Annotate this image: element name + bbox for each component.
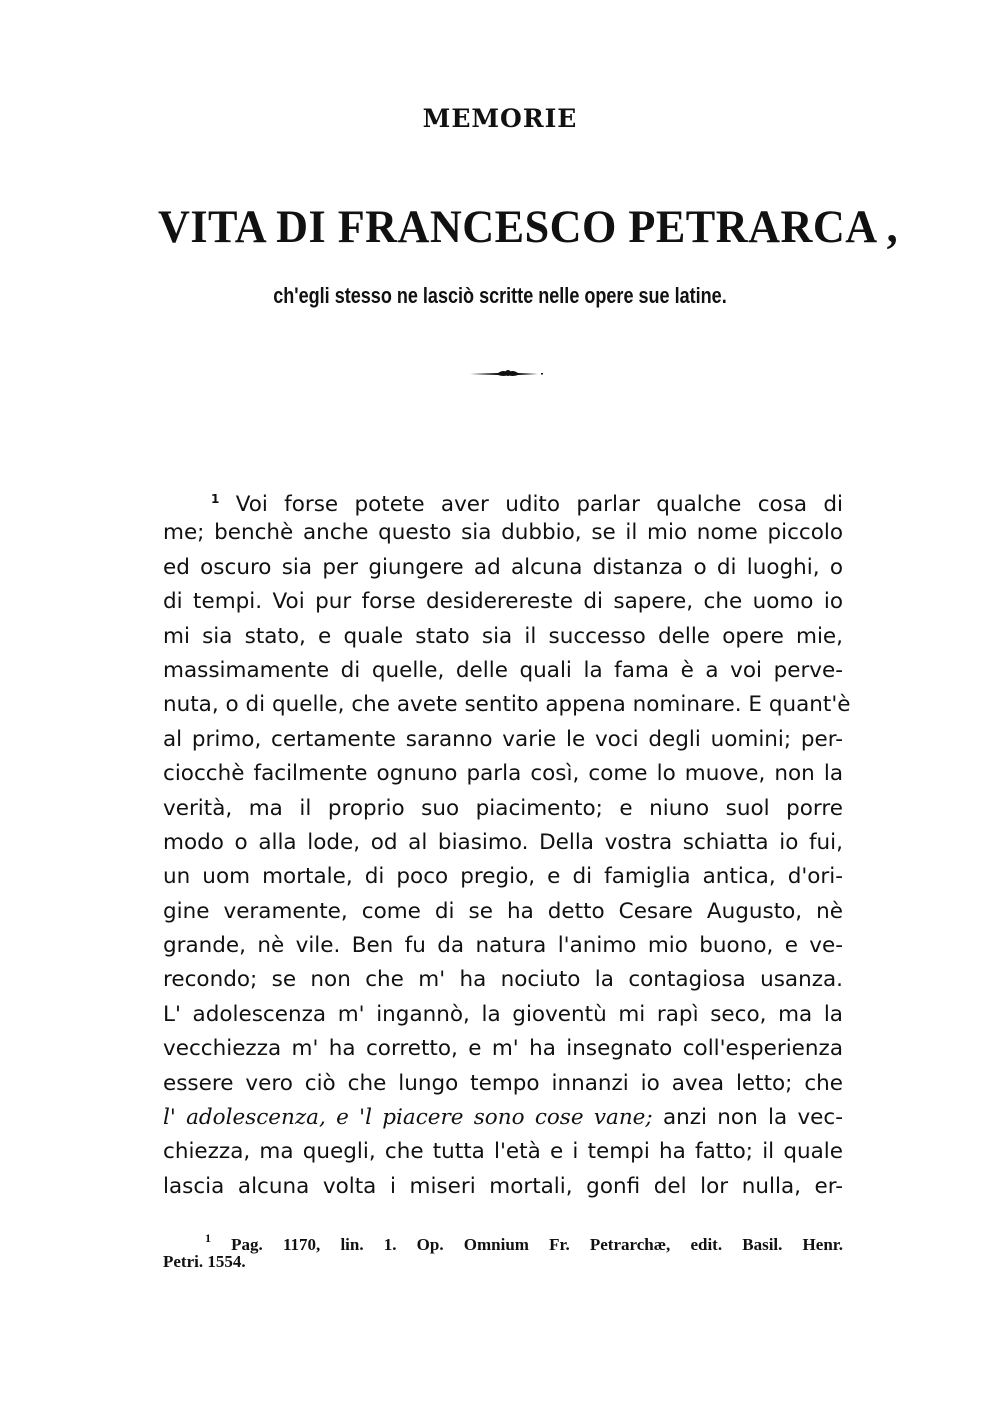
text-line — [163, 826, 843, 860]
ornament-divider-icon — [468, 368, 544, 378]
body-text — [163, 482, 851, 1204]
text-line — [163, 860, 843, 894]
page-title: VITA DI FRANCESCO PETRARCA , — [158, 201, 899, 253]
text-line — [163, 1101, 843, 1135]
line-text: un uom mortale, di poco pregio, e di famiglia antica, d'ori- — [163, 864, 843, 890]
text-line — [163, 1067, 843, 1101]
text-line — [163, 654, 843, 688]
line-text: ed oscuro sia per giungere ad alcuna distanza o di luoghi, o — [163, 554, 843, 580]
footnote-line: Petri. 1554. — [163, 1252, 246, 1271]
text-line — [163, 620, 843, 654]
text-line — [163, 482, 843, 516]
line-text: L' adolescenza m' ingannò, la gioventù mi rapì seco, ma la — [163, 1001, 843, 1027]
page-subtitle: ch'egli stesso ne lasciò scritte nelle opere sue latine. — [273, 283, 727, 308]
line-text: chiezza, ma quegli, che tutta l'età e i tempi ha fatto; il quale — [163, 1139, 843, 1165]
line-text: ciocchè facilmente ognuno parla così, come lo muove, non la — [163, 761, 843, 787]
footnote — [163, 1226, 843, 1274]
line-text: verità, ma il proprio suo piacimento; e niuno suol porre — [163, 795, 843, 821]
text-line — [163, 585, 843, 619]
line-text: me; benchè anche questo sia dubbio, se il mio nome piccolo — [163, 520, 843, 546]
text-line — [163, 723, 843, 757]
text-line — [163, 1032, 843, 1066]
line-text: anzi non la vec- — [662, 1105, 843, 1131]
section-header: MEMORIE — [422, 104, 578, 133]
line-text: gine veramente, come di se ha detto Cesare Augusto, nè — [163, 898, 843, 924]
line-text: essere vero ciò che lungo tempo innanzi io avea letto; che — [163, 1070, 843, 1096]
footnote-line: $^1$ Pag. 1170, lin. 1. Op. Omnium Fr. Petrarchæ, edit. Basil. Henr. — [205, 1231, 844, 1254]
text-line — [163, 757, 843, 791]
text-line — [163, 688, 851, 722]
text-line — [163, 792, 843, 826]
line-text: vecchiezza m' ha corretto, e m' ha insegnato coll'esperienza — [163, 1036, 843, 1062]
text-line — [163, 895, 843, 929]
italic-quote: l' adolescenza, — [163, 1105, 326, 1131]
line-text: di tempi. Voi pur forse desiderereste di sapere, che uomo io — [163, 589, 843, 615]
line-text: modo o alla lode, od al biasimo. Della vostra schiatta io fui, — [163, 829, 843, 855]
line-text: mi sia stato, e quale stato sia il successo delle opere mie, — [163, 623, 843, 649]
text-line — [163, 1135, 843, 1169]
text-line — [163, 516, 843, 550]
text-line — [163, 929, 843, 963]
line-text: grande, nè vile. Ben fu da natura l'animo mio buono, e ve- — [163, 933, 843, 959]
line-text: Voi forse potete aver udito parlar qualche cosa di — [235, 492, 843, 517]
line-text: al primo, certamente saranno varie le voci degli uomini; per- — [163, 726, 843, 752]
text-line — [163, 551, 843, 585]
text-line — [163, 998, 843, 1032]
footnote-marker: 1 — [211, 492, 220, 506]
line-text: recondo; se non che m' ha nociuto la contagiosa usanza. — [163, 967, 843, 993]
line-text: nuta, o di quelle, che avete sentito appena nominare. E quant'è — [163, 692, 851, 718]
text-line — [163, 1170, 843, 1204]
text-line — [163, 963, 843, 997]
footnote-marker: 1 — [205, 1231, 211, 1245]
line-text: massimamente di quelle, delle quali la fama è a voi perve- — [163, 657, 843, 683]
line-text: lascia alcuna volta i miseri mortali, gonfi del lor nulla, er- — [163, 1173, 843, 1199]
italic-quote: e 'l piacere sono cose vane; — [336, 1105, 653, 1131]
